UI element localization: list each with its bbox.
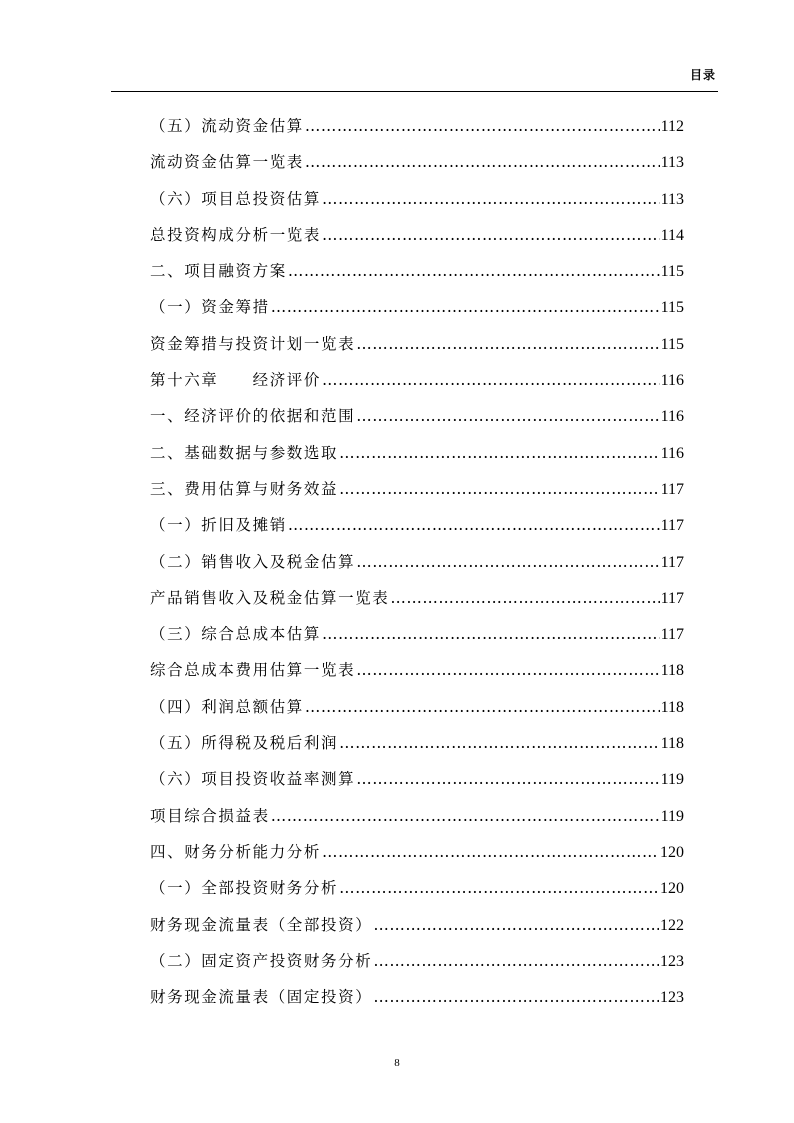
toc-entry-title: 二、基础数据与参数选取 [150,443,339,462]
toc-entry-title: 产品销售收入及税金估算一览表 [150,588,390,607]
toc-entry-title: 财务现金流量表（全部投资） [150,915,373,934]
toc-entry-title: 二、项目融资方案 [150,262,287,281]
toc-entry-page-number: 118 [660,698,684,716]
toc-entry-title: （一）全部投资财务分析 [150,879,339,898]
toc-entry-title: （一）折旧及摊销 [150,516,287,535]
toc-entry[interactable] [150,362,684,398]
toc-entry[interactable] [150,217,684,253]
toc-entry-page-number: 115 [660,263,684,281]
toc-entry-page-number: 123 [660,989,684,1007]
toc-entry-page-number: 117 [660,626,684,644]
dot-leader [373,907,659,943]
toc-entry-page-number: 119 [660,771,684,789]
toc-entry[interactable] [150,761,684,797]
table-of-contents [150,108,684,1015]
page-number: 8 [394,1057,400,1069]
toc-entry-title: （四）利润总额估算 [150,697,304,716]
dot-leader [288,507,660,543]
toc-entry[interactable] [150,108,684,144]
toc-entry-title: 三、费用估算与财务效益 [150,479,339,498]
toc-entry-page-number: 116 [660,408,684,426]
toc-entry[interactable] [150,435,684,471]
dot-leader [373,943,659,979]
toc-entry-title: （二）固定资产投资财务分析 [150,951,373,970]
toc-entry-title: （一）资金筹措 [150,298,270,317]
toc-entry-page-number: 117 [660,553,684,571]
dot-leader [356,326,659,362]
dot-leader [322,362,660,398]
running-header-title: 目录 [689,68,716,82]
toc-entry[interactable] [150,979,684,1015]
dot-leader [271,289,660,325]
toc-entry-page-number: 113 [660,190,684,208]
toc-entry-page-number: 122 [660,916,684,934]
dot-leader [339,435,659,471]
toc-entry[interactable] [150,144,684,180]
toc-entry-page-number: 118 [660,662,684,680]
toc-entry-page-number: 119 [660,807,684,825]
toc-entry-page-number: 120 [660,843,684,861]
toc-entry-title: 项目综合损益表 [150,806,270,825]
toc-entry[interactable] [150,798,684,834]
toc-entry-title: （六）项目投资收益率测算 [150,770,356,789]
toc-entry[interactable] [150,616,684,652]
toc-entry-page-number: 118 [660,735,684,753]
toc-entry[interactable] [150,834,684,870]
toc-entry-page-number: 114 [660,226,684,244]
toc-entry-page-number: 115 [660,299,684,317]
toc-entry-page-number: 116 [660,372,684,390]
toc-entry[interactable] [150,507,684,543]
toc-entry[interactable] [150,689,684,725]
toc-entry[interactable] [150,725,684,761]
toc-entry-page-number: 120 [660,880,684,898]
header-rule [111,91,718,92]
toc-entry-title: 流动资金估算一览表 [150,153,304,172]
toc-entry[interactable] [150,907,684,943]
dot-leader [339,870,659,906]
toc-entry-title: 一、经济评价的依据和范围 [150,407,356,426]
toc-entry[interactable] [150,398,684,434]
dot-leader [322,217,660,253]
toc-entry-page-number: 117 [660,517,684,535]
dot-leader [322,181,660,217]
toc-entry[interactable] [150,652,684,688]
toc-entry-title: 四、财务分析能力分析 [150,842,322,861]
toc-entry-page-number: 112 [660,118,684,135]
dot-leader [305,108,660,144]
dot-leader [390,580,659,616]
toc-entry-page-number: 116 [660,444,684,462]
dot-leader [322,834,659,870]
toc-entry-page-number: 123 [660,952,684,970]
dot-leader [356,398,659,434]
toc-entry[interactable] [150,253,684,289]
toc-entry[interactable] [150,289,684,325]
toc-entry-title: （五）流动资金估算 [150,117,304,135]
dot-leader [339,471,659,507]
toc-entry-title: 综合总成本费用估算一览表 [150,661,356,680]
toc-entry-page-number: 117 [660,480,684,498]
toc-entry-page-number: 113 [660,154,684,172]
toc-entry[interactable] [150,544,684,580]
toc-entry[interactable] [150,580,684,616]
toc-entry-title: 总投资构成分析一览表 [150,225,322,244]
toc-entry[interactable] [150,326,684,362]
toc-entry[interactable] [150,181,684,217]
dot-leader [322,616,660,652]
dot-leader [271,798,660,834]
toc-entry-title: （五）所得税及税后利润 [150,734,339,753]
toc-entry-title: （三）综合总成本估算 [150,625,322,644]
toc-entry-page-number: 115 [660,335,684,353]
dot-leader [288,253,660,289]
toc-entry-title: 第十六章 经济评价 [150,371,322,390]
toc-entry[interactable] [150,943,684,979]
toc-entry-title: （二）销售收入及税金估算 [150,552,356,571]
toc-entry-page-number: 117 [660,589,684,607]
dot-leader [356,544,659,580]
toc-entry-title: 资金筹措与投资计划一览表 [150,334,356,353]
toc-entry[interactable] [150,471,684,507]
dot-leader [356,652,659,688]
dot-leader [373,979,659,1015]
toc-entry-title: 财务现金流量表（固定投资） [150,988,373,1007]
dot-leader [339,725,659,761]
dot-leader [305,144,660,180]
toc-entry-title: （六）项目总投资估算 [150,189,322,208]
dot-leader [305,689,660,725]
dot-leader [356,761,659,797]
toc-entry[interactable] [150,870,684,906]
